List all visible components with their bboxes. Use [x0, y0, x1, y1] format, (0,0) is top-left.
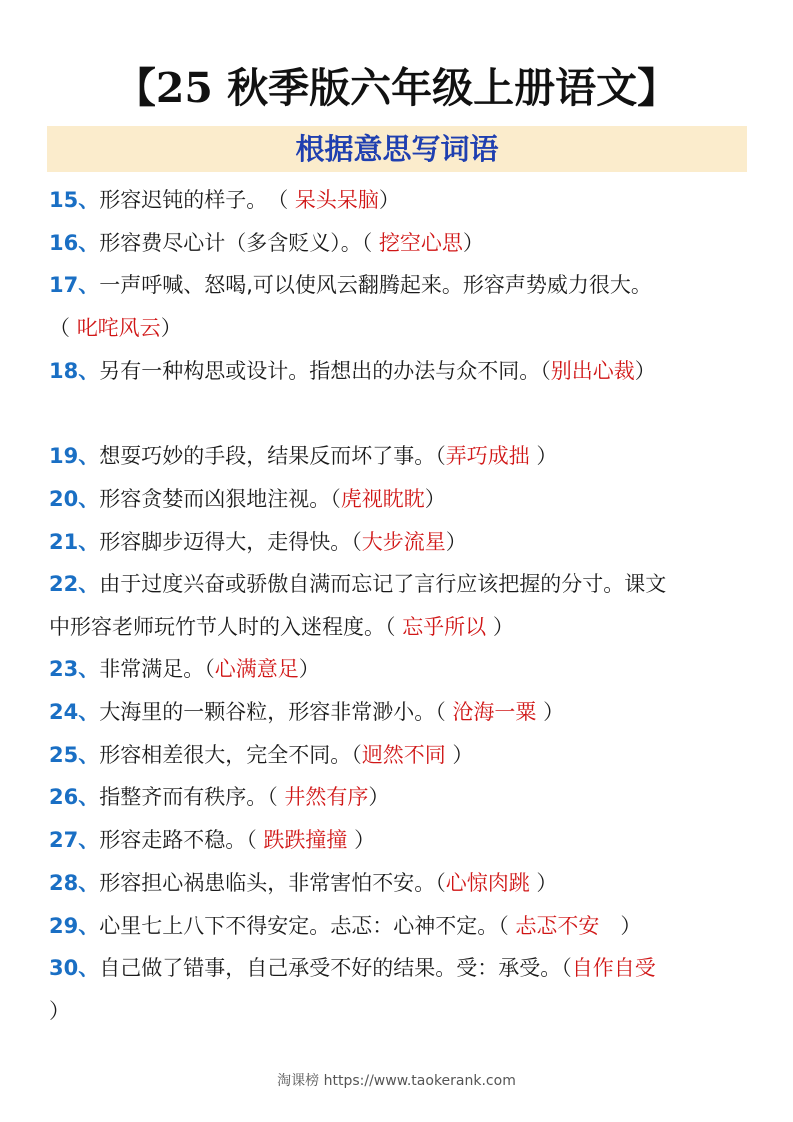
entry-definition: 非常满足。（ [99, 657, 215, 681]
entry-number: 30、 [49, 956, 100, 980]
entry-definition: （ [49, 316, 77, 340]
entry-answer: 大步流星 [361, 530, 446, 554]
entry-close-paren: ） [378, 188, 400, 212]
entry-answer: 忐忑不安 [515, 914, 600, 938]
entry-definition: 另有一种构思或设计。指想出的办法与众不同。（ [99, 359, 551, 383]
entry-number: 15、 [49, 188, 100, 212]
entry-answer: 跌跌撞撞 [263, 828, 348, 852]
entry-answer: 虎视眈眈 [340, 487, 425, 511]
entry-line [49, 270, 754, 300]
entry-answer: 呆头呆脑 [294, 188, 379, 212]
entry-definition: 心里七上八下不得安定。忐忑：心神不定。（ [99, 914, 516, 938]
entry-number: 20、 [49, 487, 100, 511]
entry-close-paren: ） [298, 657, 320, 681]
entry-line [49, 697, 754, 727]
entry-definition: 形容走路不稳。（ [99, 828, 264, 852]
entry-close-paren: ） [445, 743, 474, 767]
entry-close-paren: ） [599, 914, 642, 938]
entry-definition: 想耍巧妙的手段，结果反而坏了事。（ [99, 444, 446, 468]
entry-answer: 别出心裁 [550, 359, 635, 383]
entry-number: 25、 [49, 743, 100, 767]
entry-line [49, 825, 754, 855]
page-title: 【25 秋季版六年级上册语文】 [114, 64, 679, 112]
entry-close-paren: ） [529, 871, 558, 895]
entry-number: 19、 [49, 444, 100, 468]
entry-close-paren: ） [445, 530, 467, 554]
entry-answer: 沧海一粟 [452, 700, 537, 724]
entry-close-paren: ） [462, 231, 484, 255]
entry-definition: 形容费尽心计（多含贬义）。（ [99, 231, 379, 255]
entry-definition: 形容脚步迈得大，走得快。（ [99, 530, 362, 554]
entry-number: 27、 [49, 828, 100, 852]
entry-close-paren: ） [486, 615, 514, 639]
footer-watermark: 淘课榜 https://www.taokerank.com [277, 1073, 516, 1089]
section-heading: 根据意思写词语 [47, 126, 747, 172]
entry-line [49, 527, 754, 557]
entry-answer: 心惊肉跳 [445, 871, 530, 895]
entry-line [49, 569, 754, 599]
entry-line [49, 356, 754, 386]
entry-close-paren: ） [536, 700, 565, 724]
entry-number: 18、 [49, 359, 100, 383]
entry-definition: 大海里的一颗谷粒，形容非常渺小。（ [99, 700, 453, 724]
entry-answer: 自作自受 [571, 956, 656, 980]
entry-line [49, 484, 754, 514]
entry-close-paren: ） [160, 316, 182, 340]
entry-line [49, 185, 754, 215]
entry-definition: ） [49, 999, 70, 1023]
entry-number: 16、 [49, 231, 100, 255]
entry-answer: 弄巧成拙 [445, 444, 530, 468]
entry-line [49, 654, 754, 684]
entry-line [49, 612, 754, 642]
entry-line [49, 953, 754, 983]
entry-close-paren: ） [347, 828, 376, 852]
entry-number: 21、 [49, 530, 100, 554]
entry-line [49, 228, 754, 258]
entry-close-paren: ） [424, 487, 446, 511]
entry-number: 28、 [49, 871, 100, 895]
entry-line [49, 996, 754, 1026]
entry-close-paren: ） [368, 785, 390, 809]
entry-line [49, 868, 754, 898]
entry-close-paren: ） [634, 359, 656, 383]
entry-answer: 挖空心思 [378, 231, 463, 255]
entry-definition: 形容贪婪而凶狠地注视。（ [99, 487, 341, 511]
entry-definition: 形容迟钝的样子。 （ [99, 188, 295, 212]
entry-answer: 忘乎所以 [402, 615, 487, 639]
entry-definition: 形容担心祸患临头，非常害怕不安。（ [99, 871, 446, 895]
entry-number: 29、 [49, 914, 100, 938]
entry-answer: 叱咤风云 [76, 316, 161, 340]
entry-number: 26、 [49, 785, 100, 809]
entry-answer: 井然有序 [284, 785, 369, 809]
entry-line [49, 782, 754, 812]
entry-answer: 心满意足 [214, 657, 299, 681]
entry-close-paren: ） [529, 444, 558, 468]
entry-definition: 中形容老师玩竹节人时的入迷程度。（ [49, 615, 403, 639]
entry-number: 17、 [49, 273, 100, 297]
entry-line [49, 313, 754, 343]
entry-answer: 迥然不同 [361, 743, 446, 767]
entry-number: 23、 [49, 657, 100, 681]
entry-definition: 指整齐而有秩序。（ [99, 785, 285, 809]
entry-definition: 自己做了错事，自己承受不好的结果。受：承受。（ [99, 956, 572, 980]
entry-definition: 由于过度兴奋或骄傲自满而忘记了言行应该把握的分寸。课文 [99, 572, 667, 596]
entry-number: 22、 [49, 572, 100, 596]
entry-definition: 一声呼喊、怒喝,可以使风云翻腾起来。形容声势威力很大。 [99, 273, 652, 297]
entry-line [49, 740, 754, 770]
entry-number: 24、 [49, 700, 100, 724]
entry-line [49, 441, 754, 471]
entry-definition: 形容相差很大，完全不同。（ [99, 743, 362, 767]
entry-line [49, 911, 754, 941]
